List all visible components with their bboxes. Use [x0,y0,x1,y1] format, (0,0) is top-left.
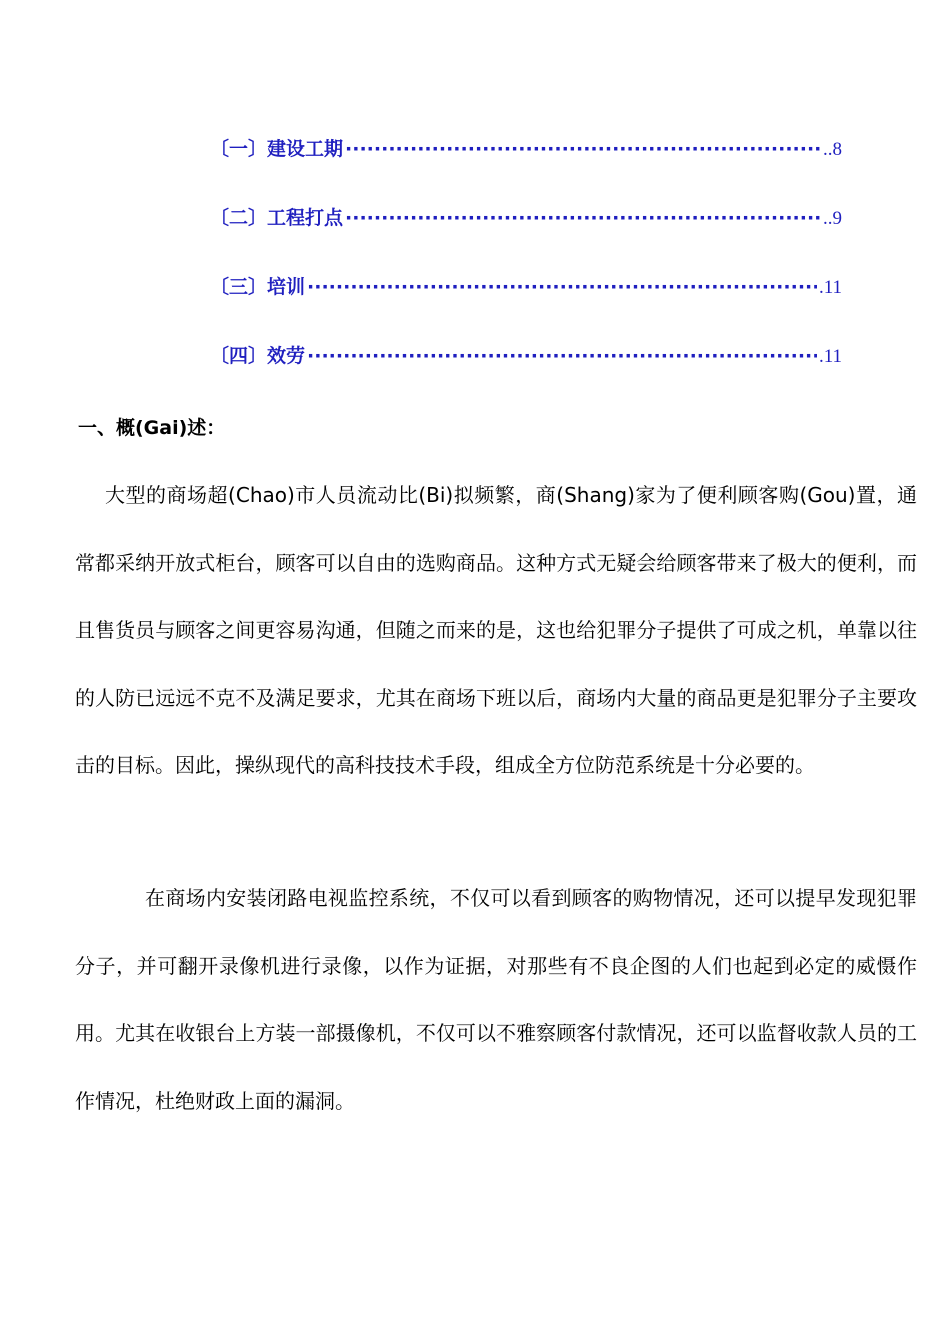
toc-entry-page: .11 [818,346,842,367]
toc-entry-number: 〔一〕 [210,138,268,160]
table-of-contents [210,134,842,410]
toc-entry-title: 建设工期 [267,138,344,160]
toc-entry-page: .11 [818,277,842,298]
toc-entry[interactable] [210,134,842,203]
body-paragraph: 大型的商场超(Chao)市人员流动比(Bi)拟频繁，商(Shang)家为了便利顾客购(Gou)置，通常都采纳开放式柜台，顾客可以自由的选购商品。这种方式无疑会给顾客带来了极大的便利，而且售货员与顾客之间更容易沟通，但随之而来的是，这也给犯罪分子提供了可成之机，单靠以往的人防已远远不克不及满足要求，尤其在商场下班以后，商场内大量的商品更是犯罪分子主要攻击的目标。因此，操纵现代的高科技技术手段，组成全方位防范系统是十分必要的。 [75,483,917,777]
toc-entry-number: 〔二〕 [210,207,268,229]
toc-entry-page: ..8 [823,139,842,160]
toc-dot-leader [307,345,817,367]
toc-entry-page: ..9 [823,208,842,229]
toc-dot-leader [345,138,821,160]
toc-entry[interactable] [210,272,842,341]
section-heading: 一、概(Gai)述： [78,417,226,439]
toc-entry[interactable] [210,203,842,272]
toc-entry-title: 工程打点 [267,207,344,229]
toc-dot-leader [345,207,821,229]
toc-entry[interactable] [210,341,842,410]
toc-entry-number: 〔四〕 [210,345,268,367]
toc-dot-leader [307,276,817,298]
toc-entry-title: 效劳 [267,345,306,367]
toc-entry-number: 〔三〕 [210,276,268,298]
toc-entry-title: 培训 [267,276,306,298]
body-paragraph: 在商场内安装闭路电视监控系统，不仅可以看到顾客的购物情况，还可以提早发现犯罪分子，并可翻开录像机进行录像，以作为证据，对那些有不良企图的人们也起到必定的威慑作用。尤其在收银台上方装一部摄像机，不仅可以不雅察顾客付款情况，还可以监督收款人员的工作情况，杜绝财政上面的漏洞。 [75,886,917,1113]
